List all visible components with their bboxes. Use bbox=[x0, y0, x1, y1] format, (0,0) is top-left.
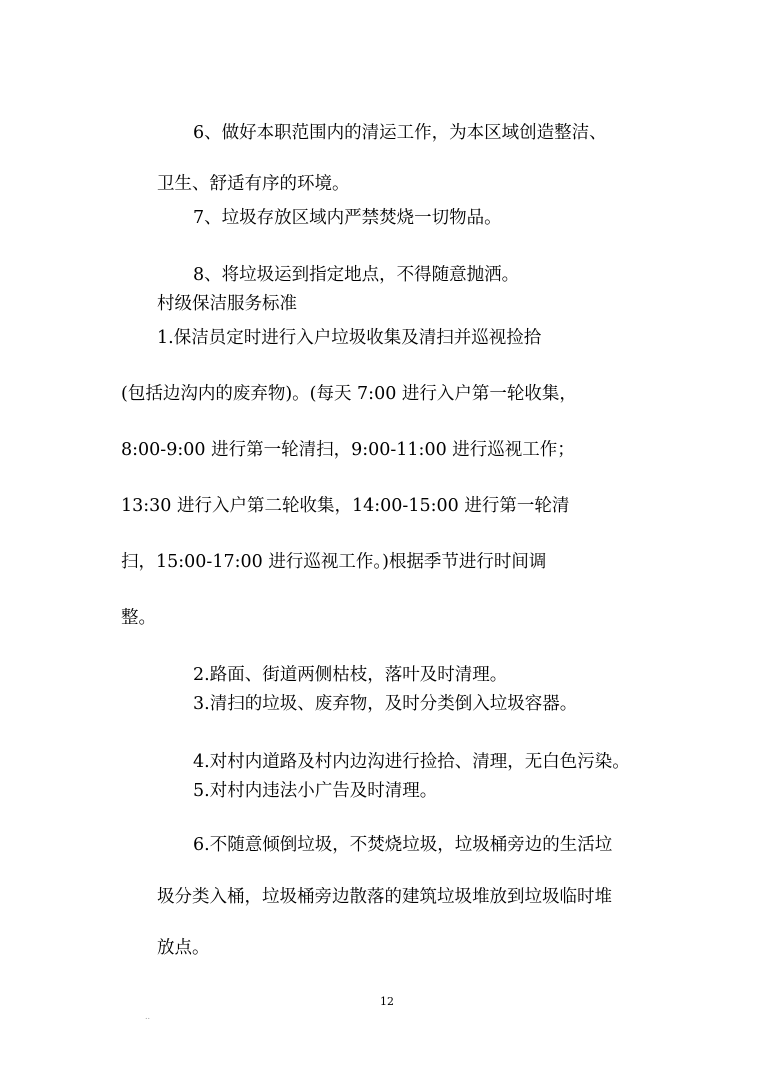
paragraph-line-17: 圾分类入桶，垃圾桶旁边散落的建筑垃圾堆放到垃圾临时堆 bbox=[157, 887, 612, 907]
paragraph-line-16: 6.不随意倾倒垃圾，不焚烧垃圾，垃圾桶旁边的生活垃 bbox=[193, 835, 613, 855]
paragraph-line-14: 4.对村内道路及村内边沟进行捡拾、清理，无白色污染。 bbox=[193, 752, 630, 772]
paragraph-line-4: 8、将垃圾运到指定地点，不得随意抛洒。 bbox=[193, 265, 520, 285]
paragraph-line-9: 13:30 进行入户第二轮收集，14:00-15:00 进行第一轮清 bbox=[121, 496, 570, 516]
section-heading: 村级保洁服务标准 bbox=[157, 294, 297, 314]
paragraph-line-7: (包括边沟内的废弃物)。(每天 7:00 进行入户第一轮收集， bbox=[121, 384, 577, 404]
paragraph-line-12: 2.路面、街道两侧枯枝，落叶及时清理。 bbox=[193, 665, 508, 685]
paragraph-line-13: 3.清扫的垃圾、废弃物，及时分类倒入垃圾容器。 bbox=[193, 694, 578, 714]
paragraph-line-3: 7、垃圾存放区域内严禁焚烧一切物品。 bbox=[193, 208, 502, 228]
paragraph-line-8: 8:00-9:00 进行第一轮清扫，9:00-11:00 进行巡视工作； bbox=[121, 440, 575, 460]
paragraph-line-6: 1.保洁员定时进行入户垃圾收集及清扫并巡视捡拾 bbox=[157, 328, 542, 348]
paragraph-line-1: 6、做好本职范围内的清运工作，为本区域创造整洁、 bbox=[193, 123, 607, 143]
footer-mark: .. bbox=[145, 1012, 151, 1021]
paragraph-line-15: 5.对村内违法小广告及时清理。 bbox=[193, 781, 438, 801]
page-number: 12 bbox=[380, 995, 394, 1008]
paragraph-line-11: 整。 bbox=[121, 608, 156, 628]
paragraph-line-2: 卫生、舒适有序的环境。 bbox=[157, 174, 350, 194]
paragraph-line-10: 扫，15:00-17:00 进行巡视工作。)根据季节进行时间调 bbox=[121, 552, 547, 572]
paragraph-line-18: 放点。 bbox=[157, 938, 210, 958]
